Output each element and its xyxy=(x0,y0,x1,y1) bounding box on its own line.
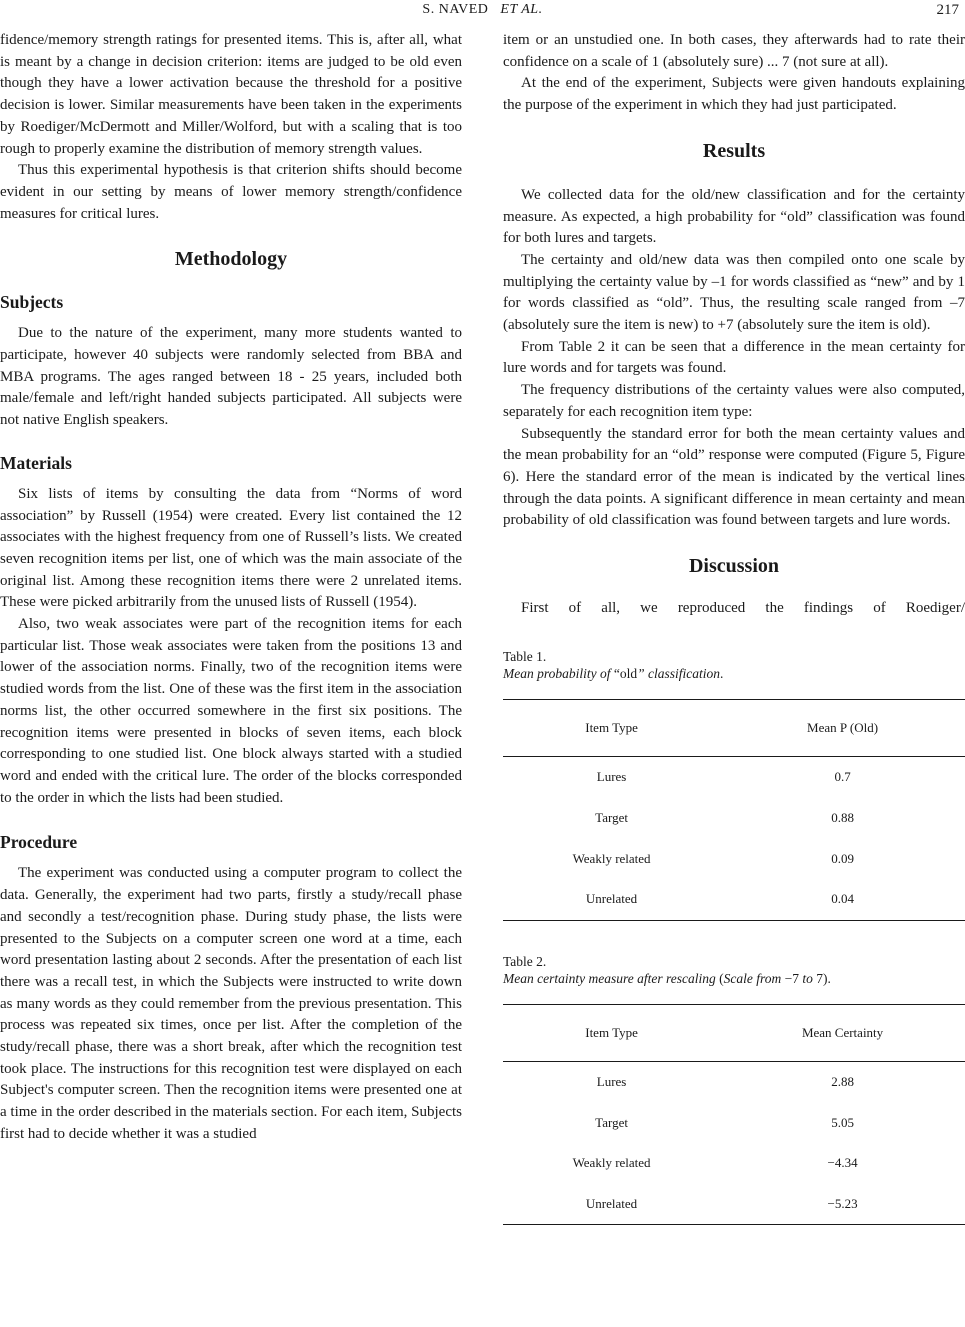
table-row xyxy=(503,879,965,920)
caption-part: 7 xyxy=(816,970,823,986)
paragraph: Six lists of items by consulting the data from “Norms of word association” by Russell (1954) were created. Every list contained the 12 associates with the highest frequency from one of Russell’s lists. We created seven recognition items per list, one of which was the main associate of the original list. Among these recognition items there were 2 unrelated items. These were picked arbitrarily from the unused lists of Russell (1954). xyxy=(0,485,462,611)
paragraph: Subsequently the standard error for both the mean certainty values and the mean probability for an “old” response were computed (Figure 5, Figure 6). Here the standard error of the mean is indicated by the vertical lines through the data points. A significant difference in mean certainty and mean probability of old classification was found between targets and lure words. xyxy=(503,425,965,529)
column-header-mean-certainty: Mean Certainty xyxy=(801,1024,884,1040)
section-heading-methodology: Methodology xyxy=(174,248,288,271)
running-title xyxy=(0,0,965,20)
caption-part: Scale from xyxy=(723,970,785,986)
column-header-item-type: Item Type xyxy=(585,1024,638,1040)
subsection-heading-subjects: Subjects xyxy=(0,292,64,313)
table-2-label: Table 2. xyxy=(503,953,547,969)
cell-item-type: Unrelated xyxy=(503,879,720,920)
running-header xyxy=(0,0,965,24)
table-2 xyxy=(503,953,965,1226)
cell-item-type: Target xyxy=(595,809,628,825)
table-row xyxy=(503,1061,965,1102)
column-header-mean-p-old: Mean P (Old) xyxy=(807,719,879,735)
caption-part: ( xyxy=(715,970,724,986)
table-2-grid xyxy=(503,1004,965,1226)
paragraph: From Table 2 it can be seen that a difference in the mean certainty for lure words and for targets was found. xyxy=(503,338,965,377)
cell-item-type: Unrelated xyxy=(503,1184,720,1225)
subsection-heading-materials: Materials xyxy=(0,452,72,473)
table-header-row xyxy=(503,699,965,756)
table-row xyxy=(503,838,965,879)
caption-part: Mean certainty measure after rescaling xyxy=(503,970,716,986)
cell-value: 0.04 xyxy=(720,879,965,920)
left-column xyxy=(0,30,462,1146)
paragraph: Also, two weak associates were part of the recognition items for each particular list. Those weak associates were taken from the positions 13 and lower of the association norms. Finally, two of the recognition items were studied words from the list. One of these was the first item in the association norms list, the other occurred somewhere in the first six positions. The recognition items were presented in blocks of seven items, each block corresponding to one studied list. One block always started with a studied word and ended with the critical lure. The order of the blocks corresponded to the order in which the lists had been studied. xyxy=(0,616,462,806)
cell-value: 0.88 xyxy=(831,809,854,825)
column-header-item-type: Item Type xyxy=(585,719,638,735)
section-heading-discussion: Discussion xyxy=(688,555,780,578)
table-row xyxy=(503,797,965,838)
cell-item-type: Lures xyxy=(596,769,627,785)
running-author: S. NAVED xyxy=(422,2,489,17)
paragraph: item or an unstudied one. In both cases, they afterwards had to rate their confidence on a scale of 1 (absolutely sure) ... 7 (not sure at all). xyxy=(503,32,965,70)
running-etal: ET AL. xyxy=(500,2,543,17)
section-heading-results: Results xyxy=(702,139,766,162)
paragraph: First of all, we reproduced the findings of Roediger/ xyxy=(521,600,965,617)
paragraph: The experiment was conducted using a computer program to collect the data. Generally, the experiment had two parts, firstly a study/recall phase and secondly a test/recognition phase. During study phase, the lists were presented to the Subjects on a computer screen one word at a time, each word presentation lasting about 2 seconds. After the presentation of each list there was a recall test, in which the Subjects were instructed to write down as many words as they could remember from the previous presentation. This process was repeated six times, once per list. After the completion of the study/recall phase, there was a short break, after which the recognition test took place. The instructions for this recognition test were displayed on each Subject's computer screen. Then the recognition items were presented one at a time in the order described in the materials section. For each item, Subjects first had to decide whether it was a studied xyxy=(0,865,462,1142)
cell-value: −5.23 xyxy=(720,1184,965,1225)
table-1-caption xyxy=(503,665,965,682)
caption-part: Mean probability of xyxy=(503,665,614,681)
table-2-caption xyxy=(503,970,965,987)
paragraph: We collected data for the old/new classification and for the certainty measure. As expected, a high probability for “old” classification was found for both lures and targets. xyxy=(503,186,965,247)
caption-part: “old xyxy=(613,665,638,681)
table-1-label: Table 1. xyxy=(503,648,547,664)
subsection-heading-procedure: Procedure xyxy=(0,832,78,853)
table-row xyxy=(503,1184,965,1225)
right-column xyxy=(503,30,965,1225)
caption-part: . xyxy=(720,665,724,681)
paragraph: fidence/memory strength ratings for presented items. This is, after all, what is meant by a change in decision criterion: items are judged to be old even though they have a lower activation because the threshold for a positive decision is lower. Similar measurements have been taken in the experiments by Roediger/McDermott and Miller/Wolford, but with a scaling that is too rough to properly examine the distribution of memory strength values. xyxy=(0,32,462,157)
table-row xyxy=(503,1102,965,1143)
cell-value: 0.09 xyxy=(831,850,854,866)
table-row xyxy=(503,756,965,797)
caption-part: ). xyxy=(822,970,831,986)
paragraph: Due to the nature of the experiment, many more students wanted to participate, however 40 subjects were randomly selected from BBA and MBA programs. The ages ranged between 18 - 25 years, included both male/female and left/right handed subjects participated. All subjects were not native English speakers. xyxy=(0,325,462,429)
table-1-grid xyxy=(503,699,965,921)
cell-value: 5.05 xyxy=(831,1114,854,1130)
paragraph: The certainty and old/new data was then compiled onto one scale by multiplying the certainty value by –1 for words classified as “new” and by 1 for words classified as “old”. Thus, the resulting scale ranged from –7 (absolutely sure the item is new) to +7 (absolutely sure the item is old). xyxy=(503,251,965,334)
caption-part: ” classification xyxy=(637,665,721,681)
cell-value: 0.7 xyxy=(834,769,851,785)
page-number: 217 xyxy=(936,2,959,18)
caption-part: to xyxy=(798,970,817,986)
caption-part: −7 xyxy=(784,970,799,986)
cell-value: −4.34 xyxy=(827,1155,858,1171)
cell-item-type: Lures xyxy=(596,1074,627,1089)
table-row xyxy=(503,1143,965,1184)
cell-item-type: Weakly related xyxy=(572,1155,651,1171)
cell-item-type: Target xyxy=(595,1114,628,1130)
table-1 xyxy=(503,648,965,921)
paragraph: The frequency distributions of the certainty values were also computed, separately for each recognition item type: xyxy=(503,382,965,420)
table-header-row xyxy=(503,1004,965,1061)
cell-item-type: Weakly related xyxy=(572,850,651,866)
cell-value: 2.88 xyxy=(831,1074,854,1089)
paragraph: At the end of the experiment, Subjects were given handouts explaining the purpose of the experiment in which they had just participated. xyxy=(503,75,965,114)
paragraph: Thus this experimental hypothesis is that criterion shifts should become evident in our setting by means of lower memory strength/confidence measures for critical lures. xyxy=(0,162,462,222)
